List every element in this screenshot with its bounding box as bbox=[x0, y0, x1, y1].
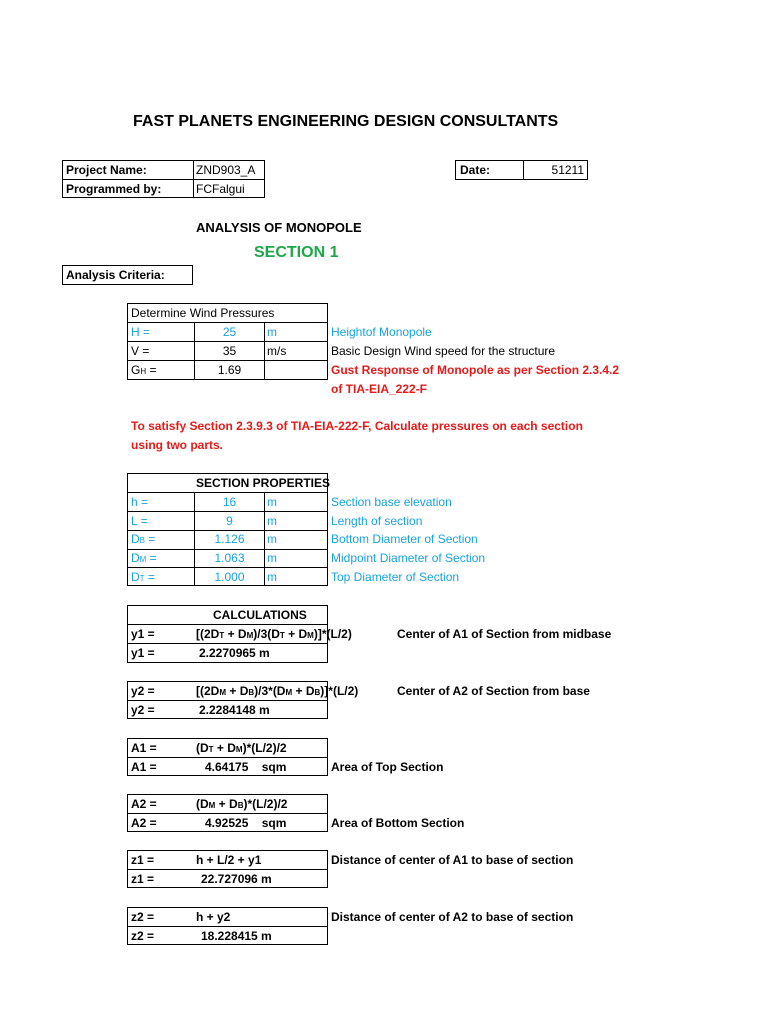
prop-unit-dm: m bbox=[267, 551, 277, 565]
wind-unit-v: m/s bbox=[267, 344, 287, 358]
company-title: FAST PLANETS ENGINEERING DESIGN CONSULTANTS bbox=[133, 113, 559, 130]
calc-z2-value: 18.228415 m bbox=[201, 929, 272, 943]
prop-desc-dt: Top Diameter of Section bbox=[331, 570, 460, 584]
calc-a1-value: 4.64175 sqm bbox=[205, 760, 287, 774]
calc-a1-symbol-result: A1 = bbox=[131, 760, 157, 774]
calc-y1-formula: [(2DT + DM)/3(DT + DM)]*(L/2) bbox=[196, 627, 352, 641]
calc-y2-value: 2.2284148 m bbox=[199, 703, 270, 717]
wind-desc-v: Basic Design Wind speed for the structure bbox=[331, 344, 556, 358]
calc-y2-formula: [(2DM + DB)/3*(DM + DB)]*(L/2) bbox=[196, 684, 359, 698]
calc-a2-desc: Area of Bottom Section bbox=[331, 816, 465, 830]
note-line-2: using two parts. bbox=[131, 438, 224, 452]
calc-y1-symbol-result: y1 = bbox=[131, 646, 155, 660]
calc-y1-value: 2.2270965 m bbox=[199, 646, 270, 660]
programmed-by-value: FCFalgui bbox=[196, 182, 245, 196]
wind-table-header: Determine Wind Pressures bbox=[131, 306, 275, 320]
prop-unit-db: m bbox=[267, 532, 277, 546]
wind-symbol-h: H = bbox=[131, 325, 151, 339]
wind-symbol-v: V = bbox=[131, 344, 150, 358]
wind-desc-gh: Gust Response of Monopole as per Section 2.3.4.2 bbox=[331, 363, 620, 377]
wind-symbol-gh: GH = bbox=[131, 363, 157, 377]
date-value: 51211 bbox=[551, 163, 584, 177]
calc-z1-value: 22.727096 m bbox=[201, 872, 272, 886]
calc-y2-symbol-result: y2 = bbox=[131, 703, 155, 717]
prop-symbol-dm: DM = bbox=[131, 551, 157, 565]
programmed-by-label: Programmed by: bbox=[66, 182, 162, 196]
prop-unit-h: m bbox=[267, 495, 277, 509]
wind-unit-h: m bbox=[267, 325, 277, 339]
prop-value-l: 9 bbox=[226, 514, 233, 528]
note-line-1: To satisfy Section 2.3.9.3 of TIA-EIA-222-F, Calculate pressures on each section bbox=[131, 419, 583, 433]
wind-desc-gh-line2: of TIA-EIA_222-F bbox=[331, 382, 428, 396]
analysis-criteria-label: Analysis Criteria: bbox=[66, 268, 165, 282]
calc-z1-formula: h + L/2 + y1 bbox=[196, 853, 262, 867]
calc-a2-symbol-result: A2 = bbox=[131, 816, 157, 830]
prop-desc-db: Bottom Diameter of Section bbox=[331, 532, 478, 546]
calc-z2-symbol: z2 = bbox=[131, 910, 155, 924]
prop-unit-dt: m bbox=[267, 570, 277, 584]
prop-value-dt: 1.000 bbox=[214, 570, 245, 584]
calc-z1-symbol-result: z1 = bbox=[131, 872, 155, 886]
prop-value-h: 16 bbox=[222, 495, 237, 509]
project-name-label: Project Name: bbox=[66, 163, 147, 177]
calc-a2-formula: (DM + DB)*(L/2)/2 bbox=[196, 797, 288, 811]
calc-y1-symbol: y1 = bbox=[131, 627, 155, 641]
wind-desc-h: Heightof Monopole bbox=[331, 325, 432, 339]
date-label: Date: bbox=[460, 163, 491, 177]
wind-value-gh: 1.69 bbox=[217, 363, 242, 377]
prop-symbol-h: h = bbox=[131, 495, 149, 509]
wind-value-h: 25 bbox=[222, 325, 237, 339]
calc-z1-symbol: z1 = bbox=[131, 853, 155, 867]
wind-value-v: 35 bbox=[222, 344, 237, 358]
prop-symbol-db: DB = bbox=[131, 532, 156, 546]
analysis-title: ANALYSIS OF MONOPOLE bbox=[196, 220, 362, 235]
calc-a1-symbol: A1 = bbox=[131, 741, 157, 755]
calc-z2-symbol-result: z2 = bbox=[131, 929, 155, 943]
prop-desc-h: Section base elevation bbox=[331, 495, 452, 509]
prop-desc-dm: Midpoint Diameter of Section bbox=[331, 551, 486, 565]
prop-desc-l: Length of section bbox=[331, 514, 423, 528]
calc-y2-desc: Center of A2 of Section from base bbox=[397, 684, 590, 698]
section-title: SECTION 1 bbox=[254, 244, 339, 261]
project-name-value: ZND903_A bbox=[196, 163, 256, 177]
prop-value-dm: 1.063 bbox=[214, 551, 245, 565]
calc-z2-desc: Distance of center of A2 to base of section bbox=[331, 910, 574, 924]
calc-y1-desc: Center of A1 of Section from midbase bbox=[397, 627, 612, 641]
calc-y2-symbol: y2 = bbox=[131, 684, 155, 698]
prop-symbol-l: L = bbox=[131, 514, 148, 528]
calc-a1-formula: (DT + DM)*(L/2)/2 bbox=[196, 741, 287, 755]
calc-a1-desc: Area of Top Section bbox=[331, 760, 444, 774]
calc-a2-value: 4.92525 sqm bbox=[205, 816, 287, 830]
section-properties-header: SECTION PROPERTIES bbox=[196, 476, 331, 490]
prop-symbol-dt: DT = bbox=[131, 570, 155, 584]
prop-unit-l: m bbox=[267, 514, 277, 528]
prop-value-db: 1.126 bbox=[214, 532, 245, 546]
calc-z1-desc: Distance of center of A1 to base of section bbox=[331, 853, 574, 867]
calculations-header: CALCULATIONS bbox=[213, 608, 307, 622]
calc-a2-symbol: A2 = bbox=[131, 797, 157, 811]
calc-z2-formula: h + y2 bbox=[196, 910, 231, 924]
